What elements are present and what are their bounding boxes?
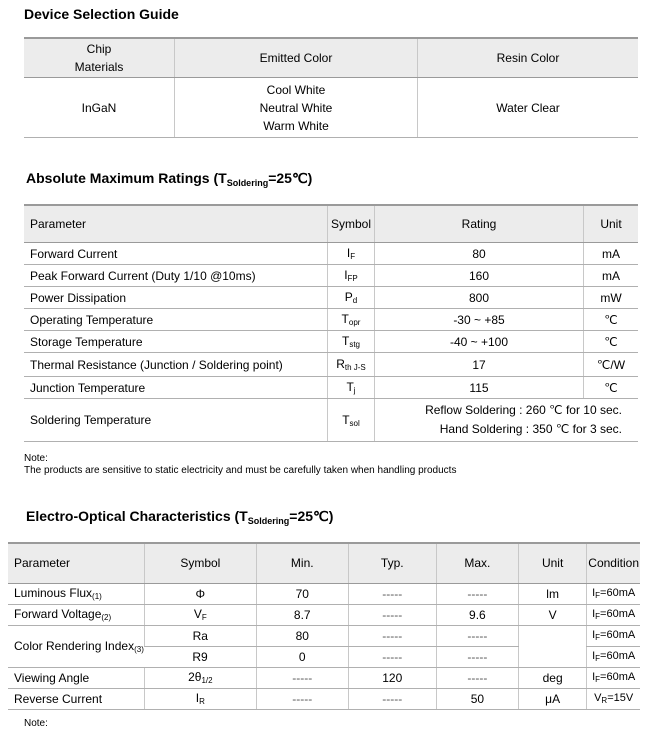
symbol-cell: $2\theta_{1/2}$ [144, 667, 256, 688]
col-min: Min. [256, 543, 348, 583]
emitted-cell [175, 78, 418, 138]
unit-cell: ℃/W [584, 353, 639, 377]
table-header-row [8, 543, 640, 583]
rating-cell: 115 [375, 377, 584, 399]
param-cell: Viewing Angle [8, 667, 144, 688]
typ-cell: ----- [348, 583, 436, 604]
symbol-cell: $V_F$ [144, 604, 256, 625]
rating-cell: 80 [375, 243, 584, 265]
symbol-cell: Ra [144, 625, 256, 646]
col-max: Max. [436, 543, 518, 583]
condition-cell: $I_F=60mA$ [587, 646, 640, 667]
condition-cell: $V_R=15V$ [587, 688, 640, 709]
table-row [24, 78, 638, 138]
table-row [24, 331, 638, 353]
eoc-title: Electro-Optical Characteristics $(T_{Soldering}=25℃)$ [26, 508, 334, 526]
static-note [24, 453, 456, 477]
color-warm-white: Warm White [263, 118, 329, 133]
typ-cell: 120 [348, 667, 436, 688]
param-cell: Luminous Flux$_{(1)}$ [8, 583, 144, 604]
col-symbol: Symbol [144, 543, 256, 583]
table-row [8, 583, 640, 604]
selection-table [24, 37, 638, 138]
param-cell: Forward Current [24, 243, 328, 265]
table-row [24, 287, 638, 309]
condition-cell: $I_F=60mA$ [587, 667, 640, 688]
reflow-line: Reflow Soldering : 260 ℃ for 10 sec. [425, 403, 622, 417]
table-row [24, 309, 638, 331]
condition-cell: $I_F=60mA$ [587, 604, 640, 625]
bottom-note-label: Note: [24, 718, 48, 729]
max-cell: ----- [436, 667, 518, 688]
eoc-table [8, 542, 640, 710]
typ-cell: ----- [348, 646, 436, 667]
table-header-row [24, 205, 638, 243]
param-cell: Power Dissipation [24, 287, 328, 309]
param-cell: Operating Temperature [24, 309, 328, 331]
unit-cell: lm [518, 583, 586, 604]
param-cell: Thermal Resistance (Junction / Soldering point) [24, 353, 328, 377]
table-header-row [24, 38, 638, 78]
table-row [24, 265, 638, 287]
color-cool-white: Cool White [266, 82, 326, 97]
col-emitted-color: Emitted Color [175, 38, 418, 78]
unit-cell: ℃ [584, 309, 639, 331]
selection-title: Device Selection Guide [24, 6, 179, 22]
min-cell: 8.7 [256, 604, 348, 625]
max-cell: ----- [436, 583, 518, 604]
col-resin-color: Resin Color [418, 38, 639, 78]
param-cell: Peak Forward Current (Duty 1/10 @10ms) [24, 265, 328, 287]
max-cell: 9.6 [436, 604, 518, 625]
table-row [8, 688, 640, 709]
rating-cell: 800 [375, 287, 584, 309]
amr-table [24, 204, 638, 442]
min-cell: 70 [256, 583, 348, 604]
unit-cell: mA [584, 265, 639, 287]
param-cell: Soldering Temperature [24, 399, 328, 442]
unit-cell: deg [518, 667, 586, 688]
col-rating: Rating [375, 205, 584, 243]
col-condition: Condition [587, 543, 640, 583]
param-cell: Junction Temperature [24, 377, 328, 399]
symbol-cell: $T_j$ [328, 377, 375, 399]
symbol-cell: $T_{sol}$ [328, 399, 375, 442]
param-cell: Color Rendering Index$_{(3)}$ [8, 625, 144, 667]
param-cell: Storage Temperature [24, 331, 328, 353]
symbol-cell: R9 [144, 646, 256, 667]
chip-cell: InGaN [24, 78, 175, 138]
unit-cell: mW [584, 287, 639, 309]
max-cell: 50 [436, 688, 518, 709]
col-typ: Typ. [348, 543, 436, 583]
unit-cell: ℃ [584, 331, 639, 353]
table-row [24, 243, 638, 265]
amr-title: Absolute Maximum Ratings $(T_{Soldering}=25℃)$ [26, 170, 313, 188]
condition-cell: $I_F=60mA$ [587, 625, 640, 646]
symbol-cell: $I_{FP}$ [328, 265, 375, 287]
symbol-cell: $P_d$ [328, 287, 375, 309]
param-cell: Forward Voltage$_{(2)}$ [8, 604, 144, 625]
symbol-cell: $R_{th J-S}$ [328, 353, 375, 377]
col-chip-materials: Chip Materials [24, 38, 175, 78]
solder-rating-cell [375, 399, 639, 442]
table-row [24, 377, 638, 399]
note-text: The products are sensitive to static electricity and must be carefully taken when handling products [24, 465, 457, 476]
rating-cell: 160 [375, 265, 584, 287]
max-cell: ----- [436, 646, 518, 667]
symbol-cell: Φ [144, 583, 256, 604]
unit-cell: mA [584, 243, 639, 265]
min-cell: ----- [256, 667, 348, 688]
symbol-cell: $T_{stg}$ [328, 331, 375, 353]
color-neutral-white: Neutral White [259, 100, 333, 115]
rating-cell: -40 ~ +100 [375, 331, 584, 353]
condition-cell: $I_F=60mA$ [587, 583, 640, 604]
rating-cell: -30 ~ +85 [375, 309, 584, 331]
typ-cell: ----- [348, 604, 436, 625]
min-cell: ----- [256, 688, 348, 709]
typ-cell: ----- [348, 688, 436, 709]
unit-cell: μA [518, 688, 586, 709]
resin-cell: Water Clear [418, 78, 639, 138]
param-cell: Reverse Current [8, 688, 144, 709]
table-row [8, 667, 640, 688]
table-row [8, 625, 640, 646]
col-symbol: Symbol [328, 205, 375, 243]
unit-cell [518, 625, 586, 667]
table-row [24, 399, 638, 442]
col-parameter: Parameter [24, 205, 328, 243]
unit-cell: ℃ [584, 377, 639, 399]
symbol-cell: $I_R$ [144, 688, 256, 709]
col-parameter: Parameter [8, 543, 144, 583]
typ-cell: ----- [348, 625, 436, 646]
rating-cell: 17 [375, 353, 584, 377]
min-cell: 80 [256, 625, 348, 646]
symbol-cell: $T_{opr}$ [328, 309, 375, 331]
note-label: Note: [24, 453, 48, 464]
max-cell: ----- [436, 625, 518, 646]
col-unit: Unit [584, 205, 639, 243]
hand-line: Hand Soldering : 350 ℃ for 3 sec. [439, 422, 622, 436]
col-unit: Unit [518, 543, 586, 583]
table-row [8, 604, 640, 625]
unit-cell: V [518, 604, 586, 625]
table-row [24, 353, 638, 377]
symbol-cell: $I_F$ [328, 243, 375, 265]
min-cell: 0 [256, 646, 348, 667]
